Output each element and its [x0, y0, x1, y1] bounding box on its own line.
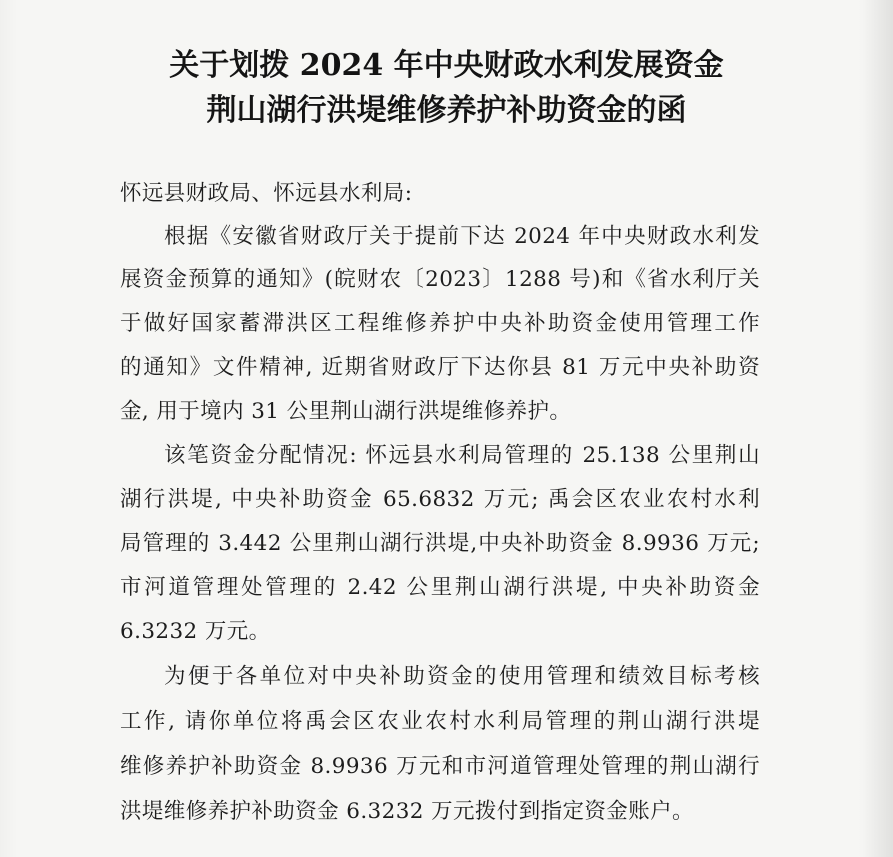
paragraph-3-line-4: 洪堤维修养护补助资金 6.3232 万元拨付到指定资金账户。 — [120, 799, 694, 824]
paragraph-1-line-2: 展资金预算的通知》(皖财农〔2023〕1288 号)和《省水利厅关 — [120, 267, 760, 292]
document-title-line-2: 荆山湖行洪堤维修养护补助资金的函 — [206, 93, 687, 128]
paragraph-2-line-3: 局管理的 3.442 公里荆山湖行洪堤,中央补助资金 8.9936 万元; — [120, 531, 760, 556]
salutation: 怀远县财政局、怀远县水利局: — [120, 181, 413, 206]
paragraph-3-line-3: 维修养护补助资金 8.9936 万元和市河道管理处管理的荆山湖行 — [120, 754, 760, 779]
paragraph-1-line-3: 于做好国家蓄滞洪区工程维修养护中央补助资金使用管理工作 — [120, 311, 760, 336]
paragraph-2-line-4: 市河道管理处管理的 2.42 公里荆山湖行洪堤, 中央补助资金 — [120, 575, 760, 600]
document-title-line-1: 关于划拨 2024 年中央财政水利发展资金 — [169, 48, 724, 83]
paragraph-1-line-4: 的通知》文件精神, 近期省财政厅下达你县 81 万元中央补助资 — [120, 355, 760, 380]
paragraph-1-line-5: 金, 用于境内 31 公里荆山湖行洪堤维修养护。 — [120, 399, 572, 424]
paragraph-3-line-1: 为便于各单位对中央补助资金的使用管理和绩效目标考核 — [164, 664, 760, 689]
paragraph-2-line-2: 湖行洪堤, 中央补助资金 65.6832 万元; 禹会区农业农村水利 — [120, 487, 760, 512]
paragraph-3-line-2: 工作, 请你单位将禹会区农业农村水利局管理的荆山湖行洪堤 — [120, 709, 760, 734]
paragraph-1-line-1: 根据《安徽省财政厅关于提前下达 2024 年中央财政水利发 — [164, 224, 760, 249]
paragraph-2-line-1: 该笔资金分配情况: 怀远县水利局管理的 25.138 公里荆山 — [164, 443, 760, 468]
paragraph-2-line-5: 6.3232 万元。 — [120, 619, 271, 644]
